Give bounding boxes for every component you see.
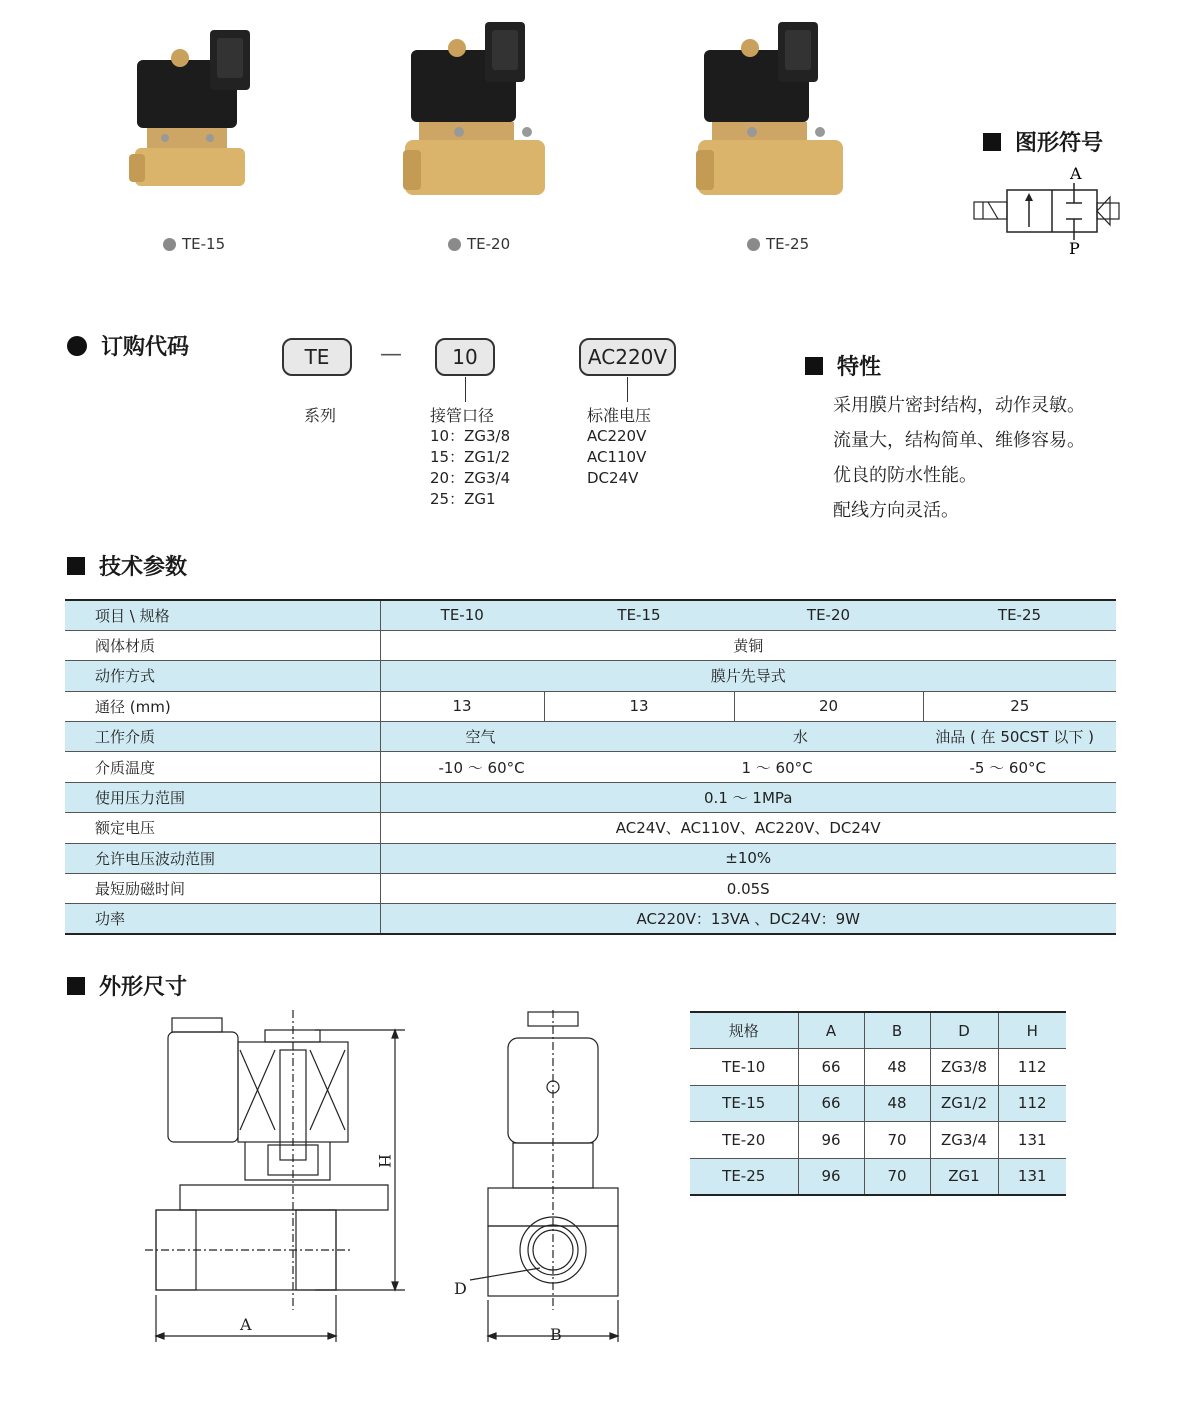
- series-label: 系列: [304, 406, 337, 425]
- temp-oil: -5 ～ 60°C: [969, 758, 1046, 777]
- table-row: 工作介质 空气 水 油品 ( 在 50CST 以下 ): [65, 722, 1116, 752]
- port-code-box: 10: [435, 338, 495, 376]
- dim-h-label: H: [375, 1154, 394, 1168]
- temp-air: -10 ～ 60°C: [438, 758, 525, 777]
- bullet-dot-icon: [747, 238, 760, 251]
- symbol-heading: 图形符号: [983, 126, 1103, 157]
- table-row: TE-10 66 48 ZG3/8 112: [690, 1049, 1066, 1086]
- product-caption: TE-20: [448, 235, 510, 253]
- table-row: 通径 (mm) 13 13 20 25: [65, 691, 1116, 721]
- connector-line: [627, 377, 628, 402]
- dim-b-label: B: [550, 1325, 562, 1344]
- circle-bullet-icon: [67, 336, 87, 356]
- table-row: 功率 AC220V：13VA 、DC24V：9W: [65, 904, 1116, 934]
- table-row: 额定电压 AC24V、AC110V、AC220V、DC24V: [65, 813, 1116, 843]
- port-option: 20：ZG3/4: [430, 469, 511, 487]
- square-bullet-icon: [805, 357, 823, 375]
- table-row: 最短励磁时间 0.05S: [65, 874, 1116, 904]
- table-row: 阀体材质 黄铜: [65, 630, 1116, 660]
- valve-symbol: [970, 165, 1130, 264]
- voltage-label: 标准电压: [587, 406, 652, 425]
- dim-a-label: A: [240, 1315, 252, 1334]
- square-bullet-icon: [67, 977, 85, 995]
- side-section-drawing: [140, 1010, 420, 1354]
- table-row: TE-20 96 70 ZG3/4 131: [690, 1122, 1066, 1159]
- product-caption: TE-15: [163, 235, 225, 253]
- port-option: 25：ZG1: [430, 490, 496, 508]
- product-caption: TE-25: [747, 235, 809, 253]
- front-view-drawing: [440, 1010, 640, 1354]
- table-row: 动作方式 膜片先导式: [65, 661, 1116, 691]
- square-bullet-icon: [983, 133, 1001, 151]
- table-row: TE-15 66 48 ZG1/2 112: [690, 1085, 1066, 1122]
- feature-item: 优良的防水性能。: [833, 465, 977, 486]
- square-bullet-icon: [67, 557, 85, 575]
- temp-water: 1 ～ 60°C: [741, 758, 813, 777]
- port-p-label: P: [1069, 239, 1080, 258]
- code-dash: —: [380, 342, 402, 367]
- bullet-dot-icon: [163, 238, 176, 251]
- medium-oil: 油品 ( 在 50CST 以下 ): [935, 728, 1094, 747]
- voltage-option: AC220V: [587, 427, 647, 445]
- table-header-row: 规格 A B D H: [690, 1012, 1066, 1049]
- port-label: 接管口径: [430, 406, 495, 425]
- table-row: 使用压力范围 0.1 ～ 1MPa: [65, 782, 1116, 812]
- table-row: 允许电压波动范围 ±10%: [65, 843, 1116, 873]
- order-code-heading: 订购代码: [67, 330, 189, 361]
- feature-item: 采用膜片密封结构，动作灵敏。: [833, 395, 1085, 416]
- series-code-box: TE: [282, 338, 352, 376]
- voltage-option: DC24V: [587, 469, 639, 487]
- port-a-label: A: [1070, 165, 1082, 183]
- product-photo-te15: [125, 20, 275, 195]
- voltage-option: AC110V: [587, 448, 647, 466]
- dim-d-label: D: [454, 1279, 467, 1298]
- port-option: 10：ZG3/8: [430, 427, 511, 445]
- product-photo-te20: [397, 10, 557, 215]
- voltage-block: [587, 405, 651, 489]
- dims-heading: 外形尺寸: [67, 970, 187, 1001]
- tech-table: [65, 599, 1116, 935]
- feature-item: 配线方向灵活。: [833, 500, 959, 521]
- port-option: 15：ZG1/2: [430, 448, 511, 466]
- feature-item: 流量大，结构简单、维修容易。: [833, 430, 1085, 451]
- bullet-dot-icon: [448, 238, 461, 251]
- voltage-code-box: AC220V: [579, 338, 676, 376]
- table-row: TE-25 96 70 ZG1 131: [690, 1158, 1066, 1195]
- dims-table: [690, 1011, 1066, 1196]
- port-block: [430, 405, 510, 510]
- table-row: 介质温度 -10 ～ 60°C 1 ～ 60°C -5 ～ 60°C: [65, 752, 1116, 782]
- medium-water: 水: [792, 728, 808, 747]
- table-header-row: 项目 \ 规格 TE-10 TE-15 TE-20 TE-25: [65, 600, 1116, 630]
- features-list: [833, 388, 1085, 528]
- product-photo-te25: [690, 10, 850, 215]
- connector-line: [465, 377, 466, 402]
- tech-heading: 技术参数: [67, 550, 187, 581]
- medium-air: 空气: [465, 728, 496, 747]
- features-heading: 特性: [805, 350, 881, 381]
